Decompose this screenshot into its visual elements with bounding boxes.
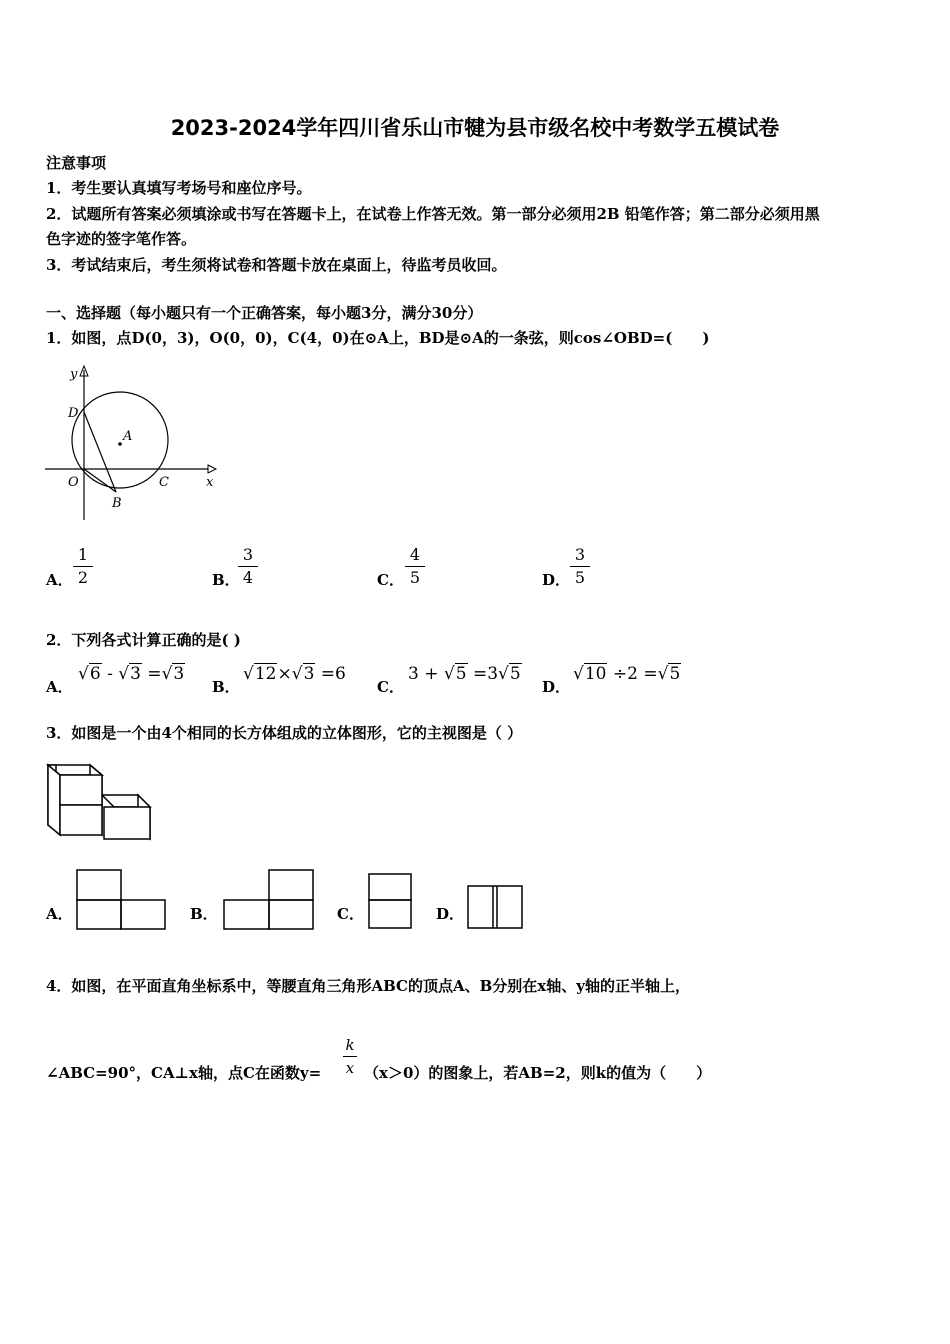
q4-stem-line-1: 4．如图，在平面直角坐标系中，等腰直角三角形ABC的顶点A、B分别在x轴、y轴的正半轴上， xyxy=(46,977,690,995)
q2-option-c-expr: 3 + √5 =3√5 xyxy=(408,664,521,684)
q3-option-b-figure xyxy=(222,869,316,931)
q2-option-a-expr: √6 - √3 =√3 xyxy=(78,664,185,684)
q2-option-a-letter: A． xyxy=(46,678,73,696)
notice-item-2: 2．试题所有答案必须填涂或书写在答题卡上，在试卷上作答无效。第一部分必须用2B 铅笔作答；第二部分必须用黑 xyxy=(46,205,820,223)
q1-option-a-fraction: 1 2 xyxy=(73,546,93,587)
q2-option-c-letter: C． xyxy=(377,678,404,696)
q3-solid-figure xyxy=(46,763,156,845)
q1-option-d-letter: D． xyxy=(542,571,571,589)
page-title: 2023-2024学年四川省乐山市犍为县市级名校中考数学五模试卷 xyxy=(170,116,780,140)
q3-option-c-figure xyxy=(367,872,413,930)
notice-heading: 注意事项 xyxy=(46,154,107,172)
q2-stem: 2．下列各式计算正确的是( ) xyxy=(46,631,241,649)
q1-circle-figure xyxy=(40,360,220,525)
q1-option-b-letter: B． xyxy=(212,571,240,589)
q1-option-a-letter: A． xyxy=(46,571,73,589)
label-D: D xyxy=(68,406,79,421)
q1-option-d-fraction: 3 5 xyxy=(570,546,590,587)
q2-option-b-expr: √12×√3 =6 xyxy=(243,664,346,684)
q3-option-c-letter: C． xyxy=(337,905,364,923)
notice-item-3: 3．考试结束后，考生须将试卷和答题卡放在桌面上，待监考员收回。 xyxy=(46,256,507,274)
label-y: y xyxy=(70,367,78,382)
label-A: A xyxy=(123,429,133,444)
q3-stem: 3．如图是一个由4个相同的长方体组成的立体图形，它的主视图是（ ） xyxy=(46,724,523,742)
q3-option-a-letter: A． xyxy=(46,905,73,923)
section-heading: 一、选择题（每小题只有一个正确答案，每小题3分，满分30分） xyxy=(46,304,483,322)
q3-option-a-figure xyxy=(76,869,168,931)
q1-option-c-letter: C． xyxy=(377,571,404,589)
label-O: O xyxy=(68,475,79,490)
label-B: B xyxy=(112,496,122,511)
notice-item-2-cont: 色字迹的签字笔作答。 xyxy=(46,230,197,248)
q3-option-d-letter: D． xyxy=(436,905,465,923)
q4-stem-line-2b: （x＞0）的图象上，若AB=2，则k的值为（ ） xyxy=(364,1064,712,1082)
q3-option-b-letter: B． xyxy=(190,905,218,923)
q4-k-over-x: k x xyxy=(343,1036,357,1077)
q1-stem: 1．如图，点D(0，3)，O(0，0)，C(4，0)在⊙A上，BD是⊙A的一条弦，则cos∠OBD=( ) xyxy=(46,329,710,347)
q4-stem-line-2a: ∠ABC=90°，CA⊥x轴，点C在函数y= xyxy=(46,1064,322,1082)
q1-option-b-fraction: 3 4 xyxy=(238,546,258,587)
q2-option-d-expr: √10 ÷2 =√5 xyxy=(573,664,681,684)
label-x: x xyxy=(206,475,214,490)
label-C: C xyxy=(159,475,169,490)
q2-option-d-letter: D． xyxy=(542,678,571,696)
q1-option-c-fraction: 4 5 xyxy=(405,546,425,587)
q2-option-b-letter: B． xyxy=(212,678,240,696)
notice-item-1: 1．考生要认真填写考场号和座位序号。 xyxy=(46,179,312,197)
q3-option-d-figure xyxy=(466,884,524,930)
